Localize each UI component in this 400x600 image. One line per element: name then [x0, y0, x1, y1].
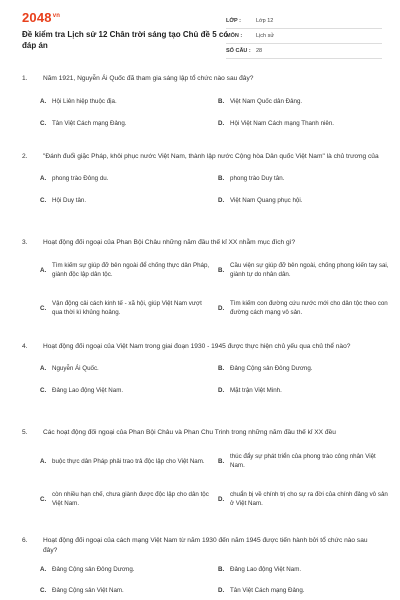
option-grid [22, 442, 388, 518]
meta-value: Lớp 12 [256, 18, 274, 24]
question-2 [22, 152, 380, 238]
question-number: 5. [22, 429, 28, 436]
question-4 [22, 342, 380, 428]
question-number: 4. [22, 343, 28, 350]
meta-table [226, 14, 382, 59]
question-5 [22, 428, 388, 536]
question-list [22, 74, 389, 600]
question-number: 2. [22, 153, 28, 160]
option-a[interactable]: A. Hội Liên hiệp thuộc địa. [40, 97, 117, 105]
option-c[interactable]: C. còn nhiều hạn chế, chưa giành được độc lập cho dân tộc Việt Nam. [40, 491, 209, 507]
logo-text: 2048 [22, 10, 52, 25]
question-text: 3. Hoạt động đối ngoại của Phan Bội Châu những năm đầu thế kỉ XX nhằm mục đích gì? [22, 239, 296, 246]
meta-row-class [226, 14, 382, 29]
logo-suffix: vn [52, 12, 61, 19]
option-d[interactable]: D. Hội Việt Nam Cách mạng Thanh niên. [218, 119, 334, 127]
option-b[interactable]: B. Việt Nam Quốc dân Đảng. [218, 97, 303, 105]
option-a[interactable]: A. Đảng Cộng sản Đông Dương. [40, 565, 135, 573]
question-6 [22, 536, 380, 600]
question-text: 5. Các hoạt động đối ngoại của Phan Bội Châu và Phan Chu Trinh trong những năm đầu thế kỉ XX đều [22, 429, 336, 436]
option-c[interactable]: C. Đảng Cộng sản Việt Nam. [40, 586, 124, 594]
site-logo[interactable] [22, 10, 60, 25]
option-c[interactable]: C. Tân Việt Cách mạng Đảng. [40, 119, 127, 127]
option-grid [22, 357, 380, 401]
option-b[interactable]: B. Cầu viện sự giúp đỡ bên ngoài, chống phong kiến tay sai, giành tự do nhân dân. [218, 262, 389, 278]
option-a[interactable]: A. Nguyễn Ái Quốc. [40, 364, 99, 372]
question-number: 3. [22, 239, 28, 246]
option-c[interactable]: C. Đảng Lao động Việt Nam. [40, 386, 124, 394]
option-b[interactable]: B. phong trào Duy tân. [218, 174, 285, 182]
question-1 [22, 74, 380, 152]
option-d[interactable]: D. Tìm kiếm con đường cứu nước mới cho dân tộc theo con đường cách mạng vô sản. [218, 300, 388, 316]
question-text: 4. Hoạt động đối ngoại của Việt Nam trong giai đoạn 1930 - 1945 được thực hiện chủ yếu qua chủ thể nào? [22, 343, 351, 350]
meta-label: MÔN : [226, 33, 243, 39]
meta-row-count [226, 44, 382, 59]
meta-value: 28 [256, 48, 263, 54]
option-c[interactable]: C. Vận động cải cách kinh tế - xã hội, giúp Việt Nam vượt qua thời kì khủng hoảng. [40, 300, 202, 316]
option-a[interactable]: A. buộc thực dân Pháp phải trao trả độc lập cho Việt Nam. [40, 457, 205, 465]
meta-label: SỐ CÂU : [226, 48, 251, 54]
meta-value: Lịch sử [256, 33, 275, 39]
question-text: 6. Hoạt động đối ngoại của cách mạng Việt Nam từ năm 1930 đến năm 1945 được tiến hành bởi tổ chức nào sau đây? [22, 537, 368, 554]
option-d[interactable]: D. Mặt trận Việt Minh. [218, 386, 282, 394]
option-a[interactable]: A. Tìm kiếm sự giúp đỡ bên ngoài để chống thực dân Pháp, giành độc lập dân tộc. [40, 262, 210, 278]
question-number: 6. [22, 537, 28, 544]
option-b[interactable]: B. Đảng Lao động Việt Nam. [218, 565, 302, 573]
page-header [0, 0, 400, 62]
option-grid [22, 167, 380, 211]
option-d[interactable]: D. chuẩn bị về chính trị cho sự ra đời của chính đảng vô sản ở Việt Nam. [218, 491, 388, 507]
meta-row-subject [226, 29, 382, 44]
option-b[interactable]: B. Đảng Cộng sản Đông Dương. [218, 364, 313, 372]
meta-label: LỚP : [226, 18, 241, 24]
option-grid [22, 252, 389, 328]
option-grid [22, 90, 380, 134]
question-text: 2. "Đánh đuổi giặc Pháp, khôi phục nước Việt Nam, thành lập nước Cộng hòa Dân quốc Việt Nam" là chủ trương của [22, 153, 379, 160]
option-a[interactable]: A. phong trào Đông du. [40, 174, 109, 182]
option-d[interactable]: D. Tân Việt Cách mạng Đảng. [218, 586, 305, 594]
option-d[interactable]: D. Việt Nam Quang phục hội. [218, 196, 303, 204]
option-c[interactable]: C. Hội Duy tân. [40, 196, 87, 204]
option-b[interactable]: B. thúc đẩy sự phát triển của phong trào công nhân Việt Nam. [218, 453, 376, 469]
question-number: 1. [22, 75, 28, 82]
question-3 [22, 238, 389, 342]
page-title: Đề kiểm tra Lịch sử 12 Chân trời sáng tạo Chủ đề 5 có đáp án [22, 30, 229, 50]
option-grid [22, 558, 380, 600]
question-text: 1. Năm 1921, Nguyễn Ái Quốc đã tham gia sáng lập tổ chức nào sau đây? [22, 75, 254, 82]
